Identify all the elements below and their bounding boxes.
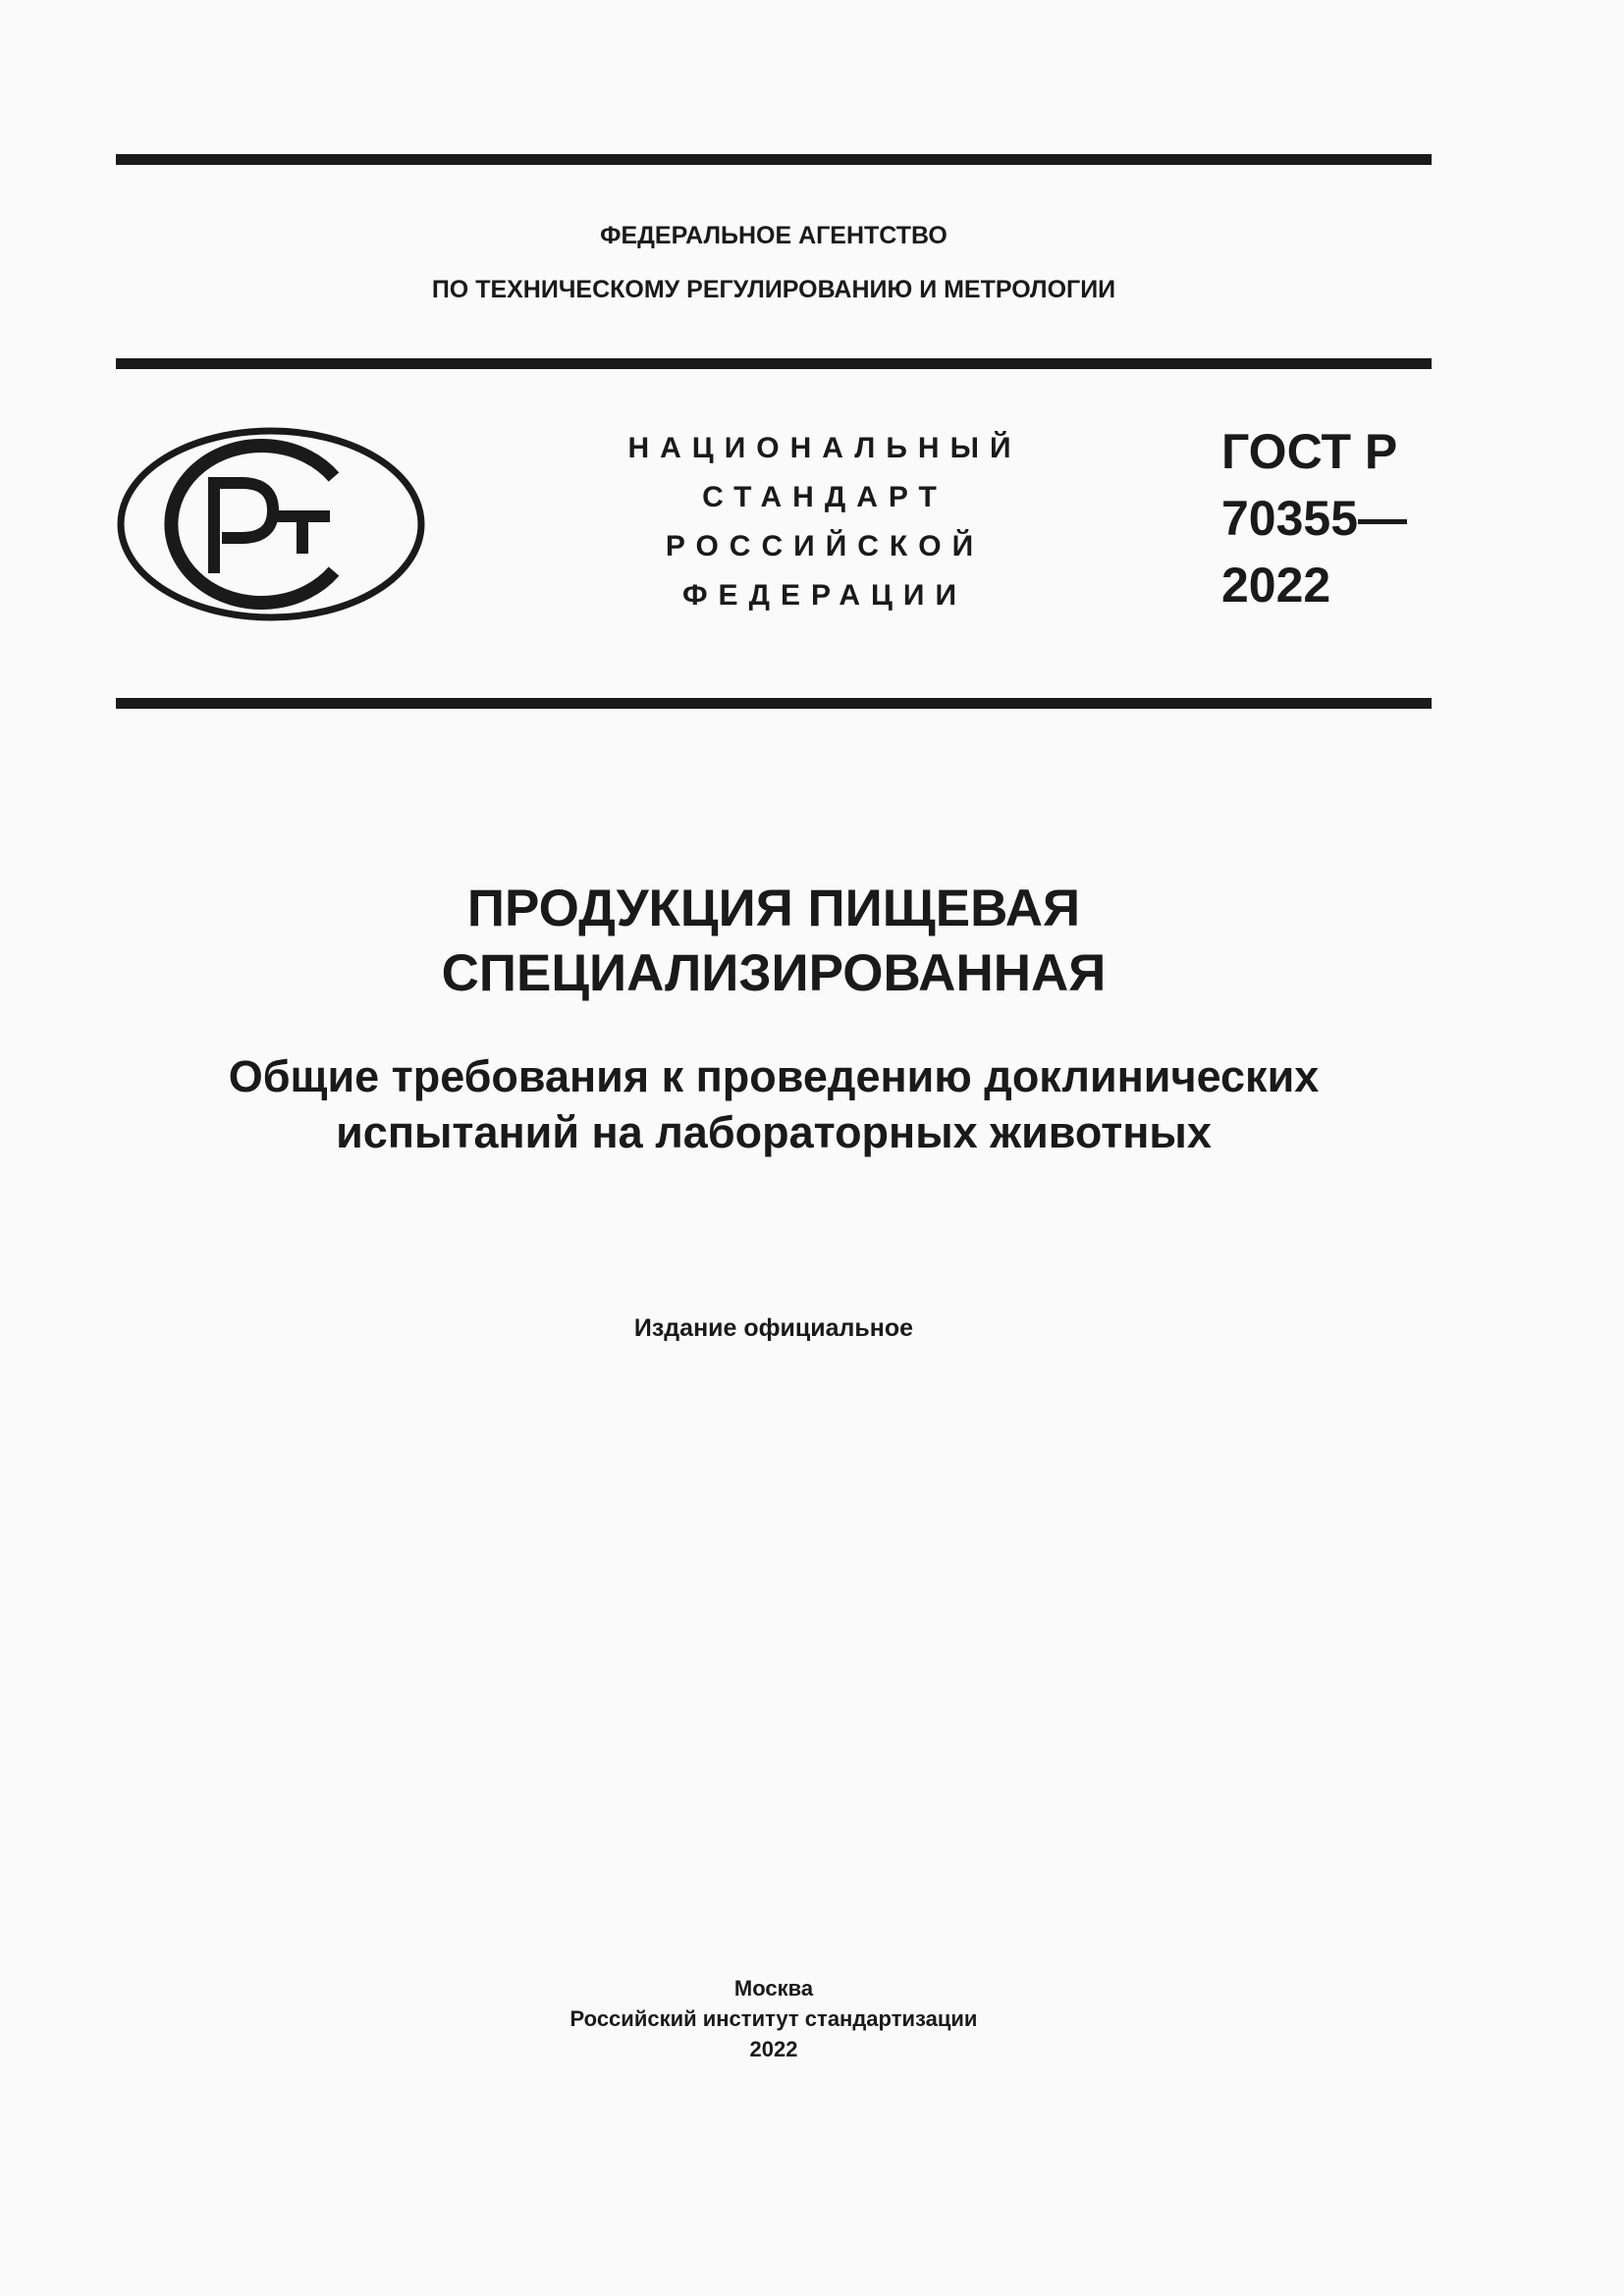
header-rule bbox=[116, 358, 1432, 369]
imprint-year: 2022 bbox=[749, 2037, 798, 2061]
subtitle-line-1: Общие требования к проведению доклинических bbox=[228, 1051, 1320, 1101]
designation-line-3: 2022 bbox=[1221, 558, 1331, 613]
gost-r-logo-icon bbox=[116, 426, 426, 622]
document-title bbox=[116, 877, 1432, 1006]
edition-label: Издание официальное bbox=[633, 1314, 914, 1342]
title-line-1: ПРОДУКЦИЯ ПИЩЕВАЯ bbox=[466, 880, 1081, 937]
imprint-publisher: Российский институт стандартизации bbox=[569, 2006, 978, 2031]
logo-rule bbox=[116, 698, 1432, 709]
national-standard-line-4: ФЕДЕРАЦИИ bbox=[681, 579, 968, 612]
designation-line-1: ГОСТ Р bbox=[1221, 424, 1398, 479]
national-standard-line-2: СТАНДАРТ bbox=[702, 481, 947, 513]
standard-designation bbox=[1221, 418, 1407, 618]
agency-line-2: ПО ТЕХНИЧЕСКОМУ РЕГУЛИРОВАНИЮ И МЕТРОЛОГИИ bbox=[431, 276, 1116, 303]
national-standard-line-3: РОССИЙСКОЙ bbox=[665, 530, 985, 562]
national-standard-label bbox=[579, 424, 1070, 620]
national-standard-line-1: НАЦИОНАЛЬНЫЙ bbox=[627, 432, 1022, 464]
agency-line-1: ФЕДЕРАЛЬНОЕ АГЕНТСТВО bbox=[600, 222, 947, 249]
document-subtitle bbox=[116, 1048, 1432, 1160]
subtitle-line-2: испытаний на лабораторных животных bbox=[336, 1107, 1212, 1157]
top-rule bbox=[116, 154, 1432, 165]
imprint bbox=[116, 1973, 1432, 2064]
imprint-city: Москва bbox=[733, 1976, 814, 2001]
title-line-2: СПЕЦИАЛИЗИРОВАННАЯ bbox=[441, 944, 1107, 1002]
designation-line-2: 70355— bbox=[1221, 491, 1408, 546]
